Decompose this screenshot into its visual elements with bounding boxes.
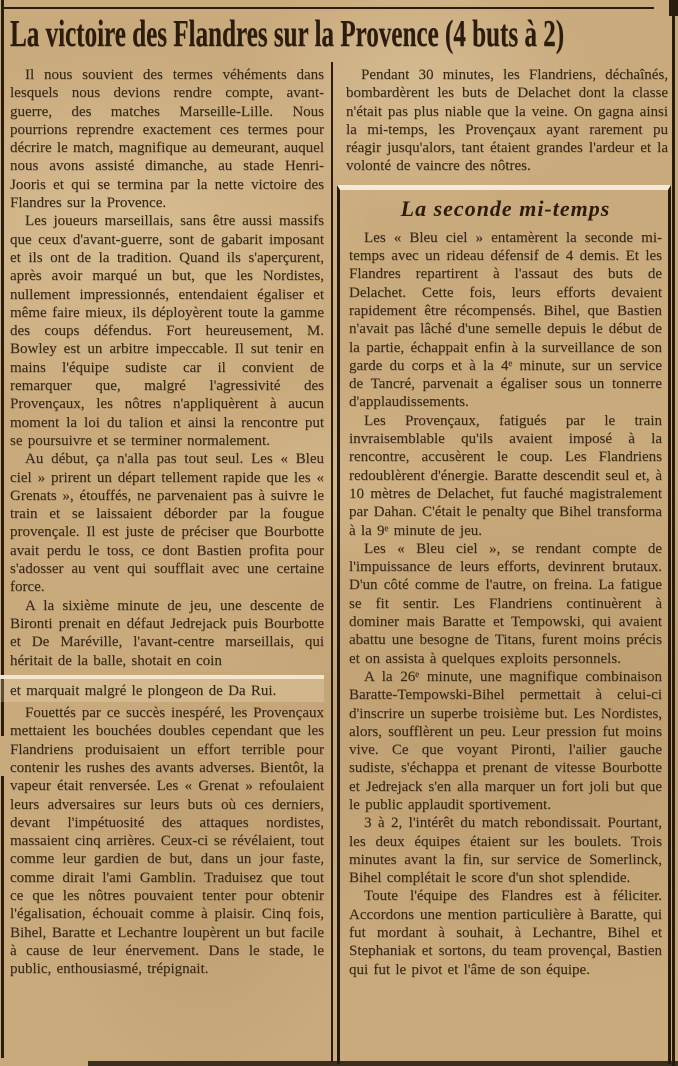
article-body	[10, 66, 668, 1064]
paragraph: Les « Bleu ciel », se rendant compte de l'impuissance de leurs efforts, devinrent brutaux. D'un côté comme de l'autre, on freina. La fatigue se fit sentir. Les Flandriens continuèrent à dominer mais Baratte et Tempowski, qui avaient abattu une besogne de Titans, furent moins précis et on assista à quelques exploits personnels.	[349, 540, 662, 667]
paragraph: A la sixième minute de jeu, une descente de Bironti prenait en défaut Jedrejack puis Bourbotte et De Maréville, l'avant-centre marseillais, qui héritait de la balle, shotait en coin	[10, 597, 324, 669]
paragraph: Il nous souvient des termes véhéments dans lesquels nous devions rendre compte, avant-guerre, des matches Marseille-Lille. Nous pourrions reprendre exactement ces termes pour décrire le match, magnifique au demeurant, auquel nous avons assisté dimanche, au stade Henri-Jooris et qui se termina par la nette victoire des Flandres sur la Provence.	[10, 67, 324, 212]
paragraph: A la 26ᵉ minute, une magnifique combinaison Baratte-Tempowski-Bihel permettait à celui-ci d'inscrire un superbe troisième but. Les Nordistes, alors, soufflèrent un peu. Leur pression fut moins vive. Ce que voyant Pironti, l'ailier gauche sudiste, s'échappa et prenant de vitesse Bourbotte et Jedrejack s'en alla marquer un fort joli but que le public applaudit sportivement.	[349, 668, 662, 813]
paragraph: Au début, ça n'alla pas tout seul. Les « Bleu ciel » prirent un départ tellement rapide que les « Grenats », étouffés, ne parvenaient pas à suivre le train et se laissaient déborder par la fougue provençale. Il est juste de préciser que Bourbotte avait perdu le toss, ce dont Bastien profita pour s'adosser au vent qui soufflait avec une certaine force.	[10, 451, 324, 596]
paragraph: Les « Bleu ciel » entamèrent la seconde mi-temps avec un rideau défensif de 4 demis. Et les Flandres repartirent à l'assaut des buts de Delachet. Cette fois, leurs efforts devaient rapidement être récompensés. Bihel, que Bastien n'avait pas lâché d'une semelle depuis le début de la partie, échappait enfin à la surveillance de son garde du corps et à la 4ᵉ minute, sur un service de Tancré, parvenait a égaliser sous un tonnerre d'applaudissements.	[349, 229, 662, 411]
right-edge-rule	[672, 0, 675, 1066]
paragraph: Pendant 30 minutes, les Flandriens, déchaînés, bombardèrent les buts de Delachet dont la classe n'était pas plus niable que la veine. On gagna ainsi la mi-temps, les Provençaux ayant rarement pu réagir jusqu'alors, tant étaient grandes l'ardeur et la volonté de vaincre des nôtres.	[346, 67, 668, 175]
paragraph: Les Provençaux, fatigués par le train invraisemblable qu'ils avaient imposé à la rencontre, accusèrent le coup. Les Flandriens redoublèrent d'énergie. Baratte descendit seul et, à 10 mètres de Delachet, fut fauché magistralement par Dahan. C'était le penalty que Bihel transforma à la 9ᵉ minute de jeu.	[349, 412, 662, 539]
second-half-section	[337, 185, 671, 1064]
section-heading: La seconde mi-temps	[400, 195, 611, 221]
paragraph: 3 à 2, l'intérêt du match rebondissait. Pourtant, les deux équipes étaient sur les boulets. Trois minutes avant la fin, sur service de Somerlinck, Bihel complétait le score d'un shot splendide.	[349, 815, 662, 887]
paragraph: Toute l'équipe des Flandres est à féliciter. Accordons une mention particulière à Baratte, qui fut mordant à souhait, à Lechantre, Bihel et Stephaniak et sortons, du team provençal, Bastien qui fut le pivot et l'âme de son équipe.	[349, 888, 662, 978]
left-edge-rule-lower	[1, 776, 4, 1058]
paragraph: et marquait malgré le plongeon de Da Rui.	[10, 682, 277, 699]
left-column	[10, 66, 324, 1064]
right-column	[346, 66, 668, 1064]
headline: La victoire des Flandres sur la Provence (4 buts à 2)	[10, 13, 565, 55]
paragraph: Les joueurs marseillais, sans être aussi massifs que ceux d'avant-guerre, sont de gabarit imposant et ils ont de la tradition. Quand ils s'aperçurent, après avoir marqué un but, que les Nordistes, nullement impressionnés, entendaient égaliser et même faire mieux, ils déployèrent toute la gamme des coups défendus. Fort heureusement, M. Bowley est un arbitre impeccable. Il sut tenir en mains l'équipe sudiste car il convient de remarquer que, malgré l'agressivité des Provençaux, les nôtres n'appliquèrent à aucun moment la loi du talion et ainsi la rencontre put se poursuivre et se terminer normalement.	[10, 213, 324, 449]
paragraph: Fouettés par ce succès inespéré, les Provençaux mettaient les bouchées doubles cependant que les Flandriens produisaient un effort terrible pour contenir les rushes des avants adverses. Bientôt, la vapeur était renversée. Les « Grenat » refoulaient leurs adversaires sur leurs buts où ces derniers, devant l'impétuosité des attaques nordistes, massaient cinq arrières. Ceux-ci se révélaient, tout comme leur gardien de but, dans un jour faste, comme dirait l'ami Gamblin. Traduisez que tout ce que les nôtres pouvaient tenter pour obtenir l'égalisation, échouait comme à plaisir. Cinq fois, Bihel, Baratte et Lechantre loupèrent un but facile à cause de leur énervement. Dans le stade, le public, enthousiasmé, trépignait.	[10, 705, 324, 978]
left-edge-rule-upper	[1, 0, 4, 736]
top-rule-line	[4, 7, 654, 9]
pasted-strip-fragment	[0, 675, 324, 702]
